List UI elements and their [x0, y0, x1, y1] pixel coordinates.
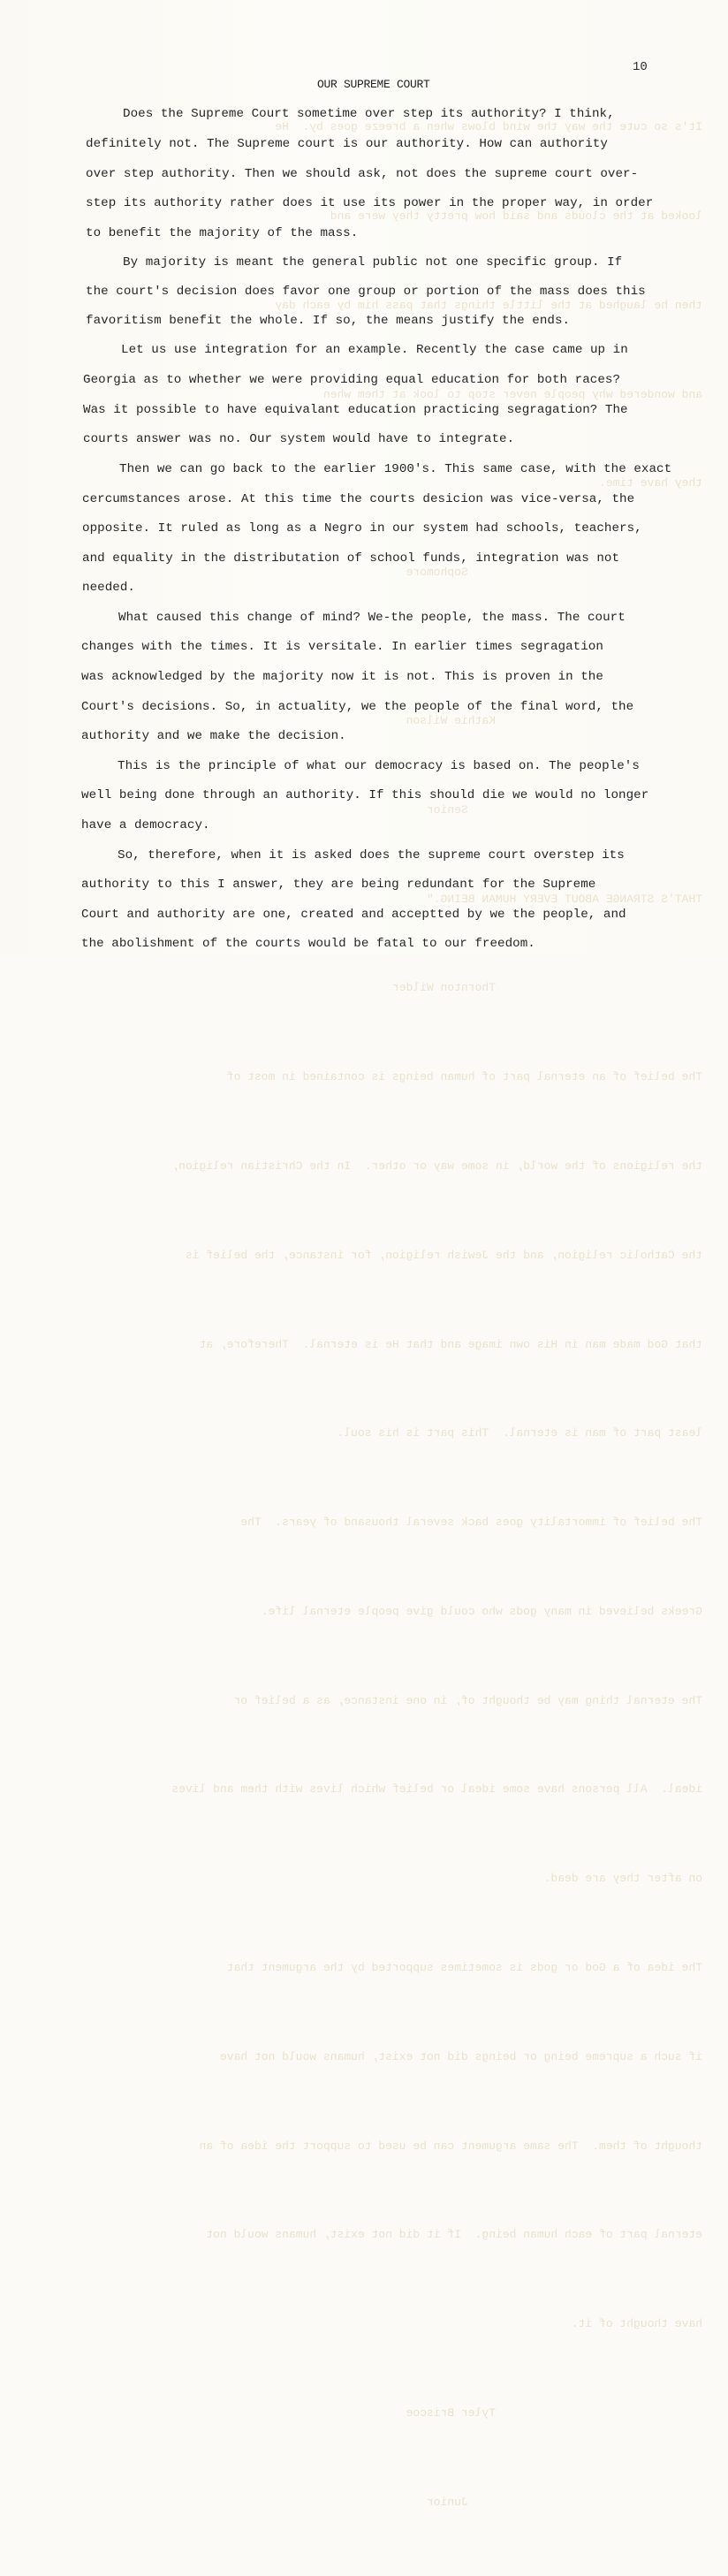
text-line: This is the principle of what our democracy is based on. The people's [118, 759, 640, 773]
text-line: opposite. It ruled as long as a Negro in our system had schools, teachers, [82, 521, 642, 536]
show-through-line: then he laughed at the little things that pass him by each day [275, 298, 702, 312]
show-through-line: thought of them. The same argument can be used to support the idea of an [199, 2139, 702, 2153]
text-line: authority to this I answer, they are being redundant for the Supreme [81, 878, 596, 892]
show-through-line: looked at the clouds and said how pretty they were and [330, 209, 702, 223]
show-through-line: Greeks believed in many gods who could give people eternal life. [261, 1604, 702, 1618]
show-through-line: Junior [426, 2495, 702, 2509]
text-line: well being done through an authority. If this should die we would no longer [81, 788, 649, 802]
show-through-line: least part of man is eternal. This part is his soul. [337, 1426, 702, 1440]
show-through-line: Tyler Briscoe [406, 2405, 702, 2420]
show-through-line: The belief of immortality goes back several thousand of years. The [240, 1516, 702, 1530]
text-line: Let us use integration for an example. Recently the case came up in [121, 343, 628, 357]
text-line: and equality in the distributation of school funds, integration was not [82, 551, 620, 566]
show-through-line: they have time. [598, 476, 702, 490]
text-line: cercumstances arose. At this time the courts desicion was vice-versa, the [82, 492, 635, 506]
show-through-line: Thornton Wilder [391, 981, 702, 995]
text-line: to benefit the majority of the mass. [86, 226, 359, 240]
text-line: step its authority rather does it use its power in the proper way, in order [86, 196, 654, 210]
show-through-line: the religions of the world, in some way or other. In the Christian religion, [171, 1159, 702, 1173]
text-line: needed. [82, 581, 135, 595]
text-line: Then we can go back to the earlier 1900's. This same case, with the exact [119, 462, 672, 476]
text-line: What caused this change of mind? We-the people, the mass. The court [118, 611, 626, 625]
text-line: have a democracy. [81, 818, 210, 832]
show-through-line: The idea of a God or gods is sometimes supported by the argument that [226, 1961, 702, 1974]
text-line: Was it possible to have equivalant education practicing segragation? The [83, 403, 628, 417]
text-line: Does the Supreme Court sometime over step its authority? I think, [123, 107, 615, 121]
text-line: the court's decision does favor one group or portion of the mass does this [86, 285, 646, 299]
show-through-line: that God made man in His own image and that He is eternal. Therefore, at [199, 1337, 702, 1351]
text-line: changes with the times. It is versitale. In earlier times segragation [81, 640, 603, 654]
show-through-line: ideal. All persons have some ideal or belief which lives with them and lives [171, 1782, 702, 1797]
show-through-line: The belief of an eternal part of human beings is contained in most of [226, 1070, 702, 1084]
text-line: authority and we make the decision. [81, 729, 346, 743]
show-through-line: Kathie Wilson [406, 714, 702, 728]
text-line: the abolishment of the courts would be fatal to our freedom. [81, 937, 535, 951]
text-line: By majority is meant the general public not one specific group. If [123, 255, 623, 270]
text-line: over step authority. Then we should ask, not does the supreme court over- [86, 167, 639, 181]
show-through-line: Sophomore [406, 566, 702, 580]
text-line: Court and authority are one, created and acceptted by we the people, and [81, 908, 626, 922]
text-line: So, therefore, when it is asked does the supreme court overstep its [118, 848, 625, 862]
show-through-line: have thought of it. [571, 2317, 702, 2331]
show-through-line: the Catholic religion, and the Jewish religion, for instance, the belief is [185, 1248, 702, 1262]
page-number: 10 [633, 60, 648, 74]
show-through-line: if such a supreme being or beings did not exist, humans would not have [219, 2049, 702, 2063]
text-line: favoritism benefit the whole. If so, the means justify the ends. [86, 314, 571, 328]
show-through-line: on after they are dead. [543, 1872, 702, 1886]
text-line: Georgia as to whether we were providing equal education for both races? [83, 373, 621, 387]
page-title: OUR SUPREME COURT [317, 78, 430, 91]
text-line: definitely not. The Supreme court is our authority. How can authority [86, 137, 608, 151]
text-line: Court's decisions. So, in actuality, we the people of the final word, the [81, 700, 634, 714]
show-through-line: eternal part of each human being. If it did not exist, humans would not [206, 2228, 702, 2242]
show-through-line: It's so cute the way the wind blows when a breeze goes by. He [275, 120, 702, 134]
show-through-line: The eternal thing may be thought of, in one instance, as a belief or [233, 1693, 702, 1707]
show-through-line: THAT'S STRANGE ABOUT EVERY HUMAN BEING." [426, 892, 702, 906]
show-through-line: Senior [426, 802, 702, 817]
text-line: was acknowledged by the majority now it is not. This is proven in the [81, 670, 603, 684]
text-line: courts answer was no. Our system would have to integrate. [83, 432, 515, 446]
show-through-line: and wondered why people never stop to look at them when [322, 387, 702, 401]
